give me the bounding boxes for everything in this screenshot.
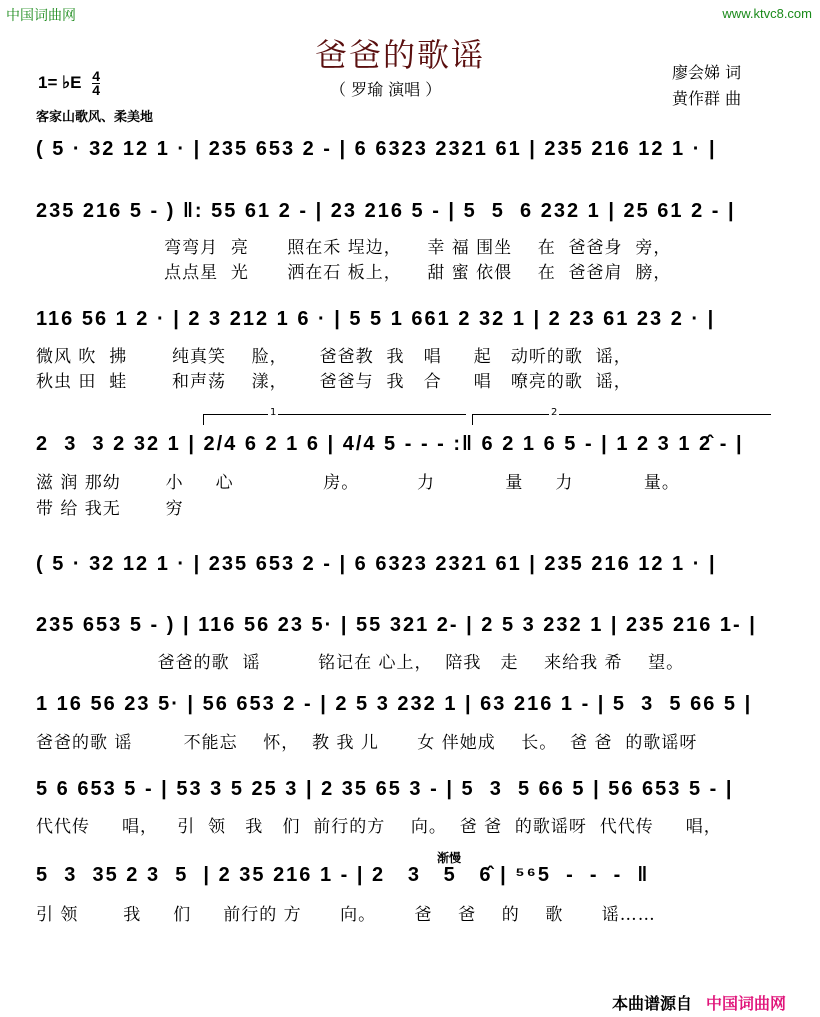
time-sig-top: 4 [92,68,100,84]
lyrics-row-4-verse-1: 滋 润 那幼 小 心 房。 力 量 力 量。 [36,473,680,493]
composer: 黄作群 曲 [672,89,742,108]
lyricist: 廖会娣 词 [672,63,742,82]
footer-source-site: 中国词曲网 [706,994,787,1013]
score-row-6: 235 653 5 - ) | 116 56 23 5· | 55 321 2- | 2 5 3 232 1 | 235 216 1- | [36,614,757,636]
tempo-mark: 渐慢 [437,851,462,865]
lyrics-row-3-verse-2: 秋虫 田 蛙 和声荡 漾， 爸爸与 我 合 唱 嘹亮的歌 谣， [36,372,632,392]
score-row-3: 116 56 1 2 · | 2 3 212 1 6 · | 5 5 1 661 2 32 1 | 2 23 61 23 2 · | [36,308,716,330]
lyrics-row-6: 爸爸的歌 谣 铭记在 心上， 陪我 走 来给我 希 望。 [36,653,685,673]
score-row-7: 1 16 56 23 5· | 56 653 2 - | 2 5 3 232 1 | 63 216 1 - | 5 3 5 66 5 | [36,693,753,715]
score-row-5: ( 5 · 32 12 1 · | 235 653 2 - | 6 6323 2321 61 | 235 216 12 1 · | [36,553,717,575]
key-signature [38,70,100,97]
lyrics-row-9: 引 领 我 们 前行的 方 向。 爸 爸 的 歌 谣…… [36,905,656,925]
volta-2-label: 2 [551,407,558,418]
score-row-8: 5 6 653 5 - | 53 3 5 25 3 | 2 35 65 3 - | 5 3 5 66 5 | 56 653 5 - | [36,778,734,800]
score-row-9: 5 3 35 2 3 5 | 2 35 216 1 - | 2 3 5 6̂ | ⁵⁶5 - - - ‖ [36,864,650,886]
footer-source [612,991,786,1014]
key-label: 1= ♭E [38,72,82,92]
score-row-4: 2 3 3 2 32 1 | 2/4 6 2 1 6 | 4/4 5 - - - :‖ 6 2 1 6 5 - | 1 2 3 1 2̂ - | [36,433,744,455]
watermark-top-right: www.ktvc8.com [722,6,812,21]
lyrics-row-8: 代代传 唱， 引 领 我 们 前行的方 向。 爸 爸 的歌谣呀 代代传 唱， [36,817,722,837]
volta-1-label: 1 [270,407,277,418]
song-title: 爸爸的歌谣 [314,36,485,74]
lyrics-row-7: 爸爸的歌 谣 不能忘 怀， 教 我 儿 女 伴她成 长。 爸 爸 的歌谣呀 [36,733,698,753]
lyrics-row-4-verse-2: 带 给 我无 穷 [36,499,184,519]
score-row-2: 235 216 5 - ) ‖: 55 61 2 - | 23 216 5 - | 5 5 6 232 1 | 25 61 2 - | [36,200,736,222]
credits [672,60,741,112]
time-sig-bottom: 4 [92,82,100,98]
style-note: 客家山歌风、柔美地 [36,110,154,125]
lyrics-row-3-verse-1: 微风 吹 拂 纯真笑 脸， 爸爸教 我 唱 起 动听的歌 谣， [36,347,632,367]
volta-bracket-1 [203,407,466,425]
footer-source-label: 本曲谱源自 [612,994,693,1013]
lyrics-row-2-verse-1: 弯弯月 亮 照在禾 埕边， 幸 福 围坐 在 爸爸身 旁， [36,238,672,258]
time-signature [92,70,100,97]
score-row-1: ( 5 · 32 12 1 · | 235 653 2 - | 6 6323 2321 61 | 235 216 12 1 · | [36,138,717,160]
watermark-top-left: 中国词曲网 [6,8,76,24]
performer: （ 罗瑜 演唱 ） [330,80,442,99]
lyrics-row-2-verse-2: 点点星 光 洒在石 板上， 甜 蜜 依偎 在 爸爸肩 膀， [36,263,672,283]
volta-bracket-2 [472,407,771,425]
